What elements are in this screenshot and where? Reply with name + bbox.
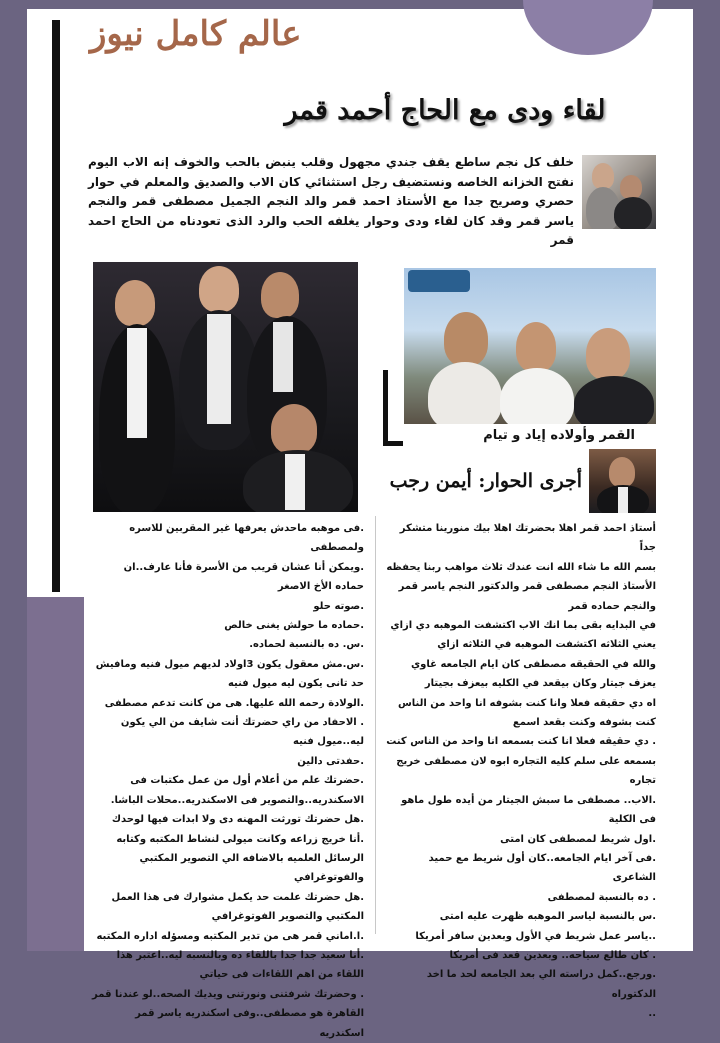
decorative-bar: [52, 20, 60, 592]
decorative-block: [27, 597, 84, 951]
paragraph: .اول شريط لمصطفى كان امتى: [500, 833, 656, 845]
paragraph: ..: [648, 1008, 656, 1020]
paragraph: .س بالنسبة لياسر الموهبه ظهرت عليه امتى: [439, 911, 656, 923]
paragraph: .ويمكن أنا عشان قريب من الأسرة فأنا عارف..ان حماده الأخ الاصغر: [123, 561, 364, 593]
paragraph: .ورجع..كمل دراسته الي بعد الجامعه لحد ما اخد الدكتوراه: [426, 969, 656, 1000]
paragraph: اه دي حقيقه فعلا وانا كنت بشوفه انا واحد من الناس كنت بشوفه وكنت بقعد اسمع: [398, 697, 656, 729]
paragraph: والله في الحقيقه مصطفى كان ايام الجامعه غاوي يعزف جيتار وكان بيقعد في الكليه بيعزف بجيتار: [411, 658, 656, 690]
paragraph: .أنا خريج زراعه وكانت ميولى لنشاط المكتبه وكتابه الرسائل العلميه بالاضافه الي التصوير المكتبي والفوتوغرافي: [116, 833, 364, 884]
article-intro: خلف كل نجم ساطع يقف جندي مجهول وقلب ينبض بالحب والخوف إنه الاب اليوم نفتح الخزانه الخاصه ونستضيف رجل استثنائي كان الاب والصديق والمعلم في حوار حصري وصريح جدا مع الأستاذ احمد قمر والد النجم الجميل مصطفى قمر والنجم ياسر قمر وقد كان لقاء ودى وحوار يغلفه الحب والرد الذى تعودناه من الحاج احمد قمر: [88, 155, 574, 247]
paragraph: .حفدتى دالين: [297, 755, 364, 767]
brand-title: عالم كامل نيوز: [90, 14, 302, 54]
writer-photo: [589, 449, 656, 513]
paragraph: . دي حقيقه فعلا انا كنت بسمعه انا واحد من الناس كنت بسمعه على سلم كليه التجاره ابوه لان مصطفى خريج تجاره: [386, 736, 656, 787]
paragraph: .فى آخر ايام الجامعه..كان أول شريط مع حميد الشاعرى: [428, 852, 656, 884]
paragraph: .صوته حلو: [313, 600, 364, 612]
paragraph: . ده بالنسبة لمصطفى: [547, 891, 656, 903]
interviewer-byline: أجرى الحوار: أيمن رجب: [389, 470, 582, 492]
paragraph: في البدايه بقى بما انك الاب اكتشفت الموهبه دي ازاي يعني الثلاثه اكتشفت الموهبه في الثلاثه ازاي: [390, 620, 656, 651]
paragraph: .هل حضرتك تورثت المهنه دى ولا ابدات فيها لوحدك: [111, 814, 364, 826]
paragraph: . وحضرتك شرفتنى ونورتنى ويديك الصحه..لو عندنا قمر القاهرة هو مصطفى..وفى اسكندريه ياسر قمر اسكندريه: [92, 988, 364, 1039]
column-divider: [375, 516, 376, 934]
paragraph: .حماده ما حولش يغنى خالص: [224, 620, 364, 632]
interview-column-left: [92, 519, 364, 1043]
paragraph: ..ياسر عمل شريط في الأول وبعدين سافر أمريكا: [415, 930, 656, 942]
paragraph: .س. ده بالنسبة لحماده.: [249, 639, 364, 651]
paragraph: . كان طالع سياحه.. وبعدين قعد فى أمريكا: [449, 949, 656, 961]
selfie-photo: [404, 268, 656, 424]
paragraph: .س.مش معقول يكون 3اولاد لديهم ميول فنيه ومافيش حد تانى يكون ليه ميول فنيه: [95, 658, 364, 690]
paragraph: بسم الله ما شاء الله انت عندك ثلاث مواهب ربنا يحفظه الأستاذ النجم مصطفى قمر والدكتور النجم ياسر قمر والنجم حماده قمر: [386, 561, 656, 612]
paragraph: .الولادة رحمه الله عليها. هى من كانت تدعم مصطفى: [104, 697, 364, 709]
paragraph: أستاذ احمد قمر اهلا بحضرتك اهلا بيك منورينا متشكر جداً: [399, 523, 656, 554]
paragraph: .ا.اماني قمر هى من تدير المكتبه ومسؤله اداره المكتبه: [96, 930, 364, 942]
paragraph: . الاحفاد من راي حضرتك أنت شايف من الي يكون ليه..ميول فنيه: [120, 717, 364, 748]
author-photo: [582, 155, 656, 229]
photo-caption: القمر وأولاده إياد و تيام: [483, 428, 635, 443]
caption-bracket: [383, 370, 403, 446]
interview-column-right: [384, 519, 656, 1024]
paragraph: .فى موهبه ماحدش يعرفها غير المقربين للاسره ولمصطفى: [129, 523, 364, 554]
paragraph: .الاب.. مصطفى ما سبش الجيتار من أيده طول ماهو فى الكلية: [401, 794, 656, 826]
paragraph: .حضرتك علم من أعلام أول من عمل مكتبات فى الاسكندريه..والتصوير فى الاسكندريه..محلات الباشا.: [110, 775, 364, 806]
paragraph: .أنا سعيد جدا جدا باللقاء ده وبالنسبه ليه..اعتبر هذا اللقاء من اهم اللقاءات فى حياتي: [116, 949, 364, 981]
paragraph: .هل حضرتك علمت حد يكمل مشوارك فى هذا العمل المكتبي والتصوير الفوتوغرافي: [111, 891, 364, 923]
family-photo: [93, 262, 358, 512]
article-headline: لقاء ودى مع الحاج أحمد قمر: [284, 95, 606, 126]
